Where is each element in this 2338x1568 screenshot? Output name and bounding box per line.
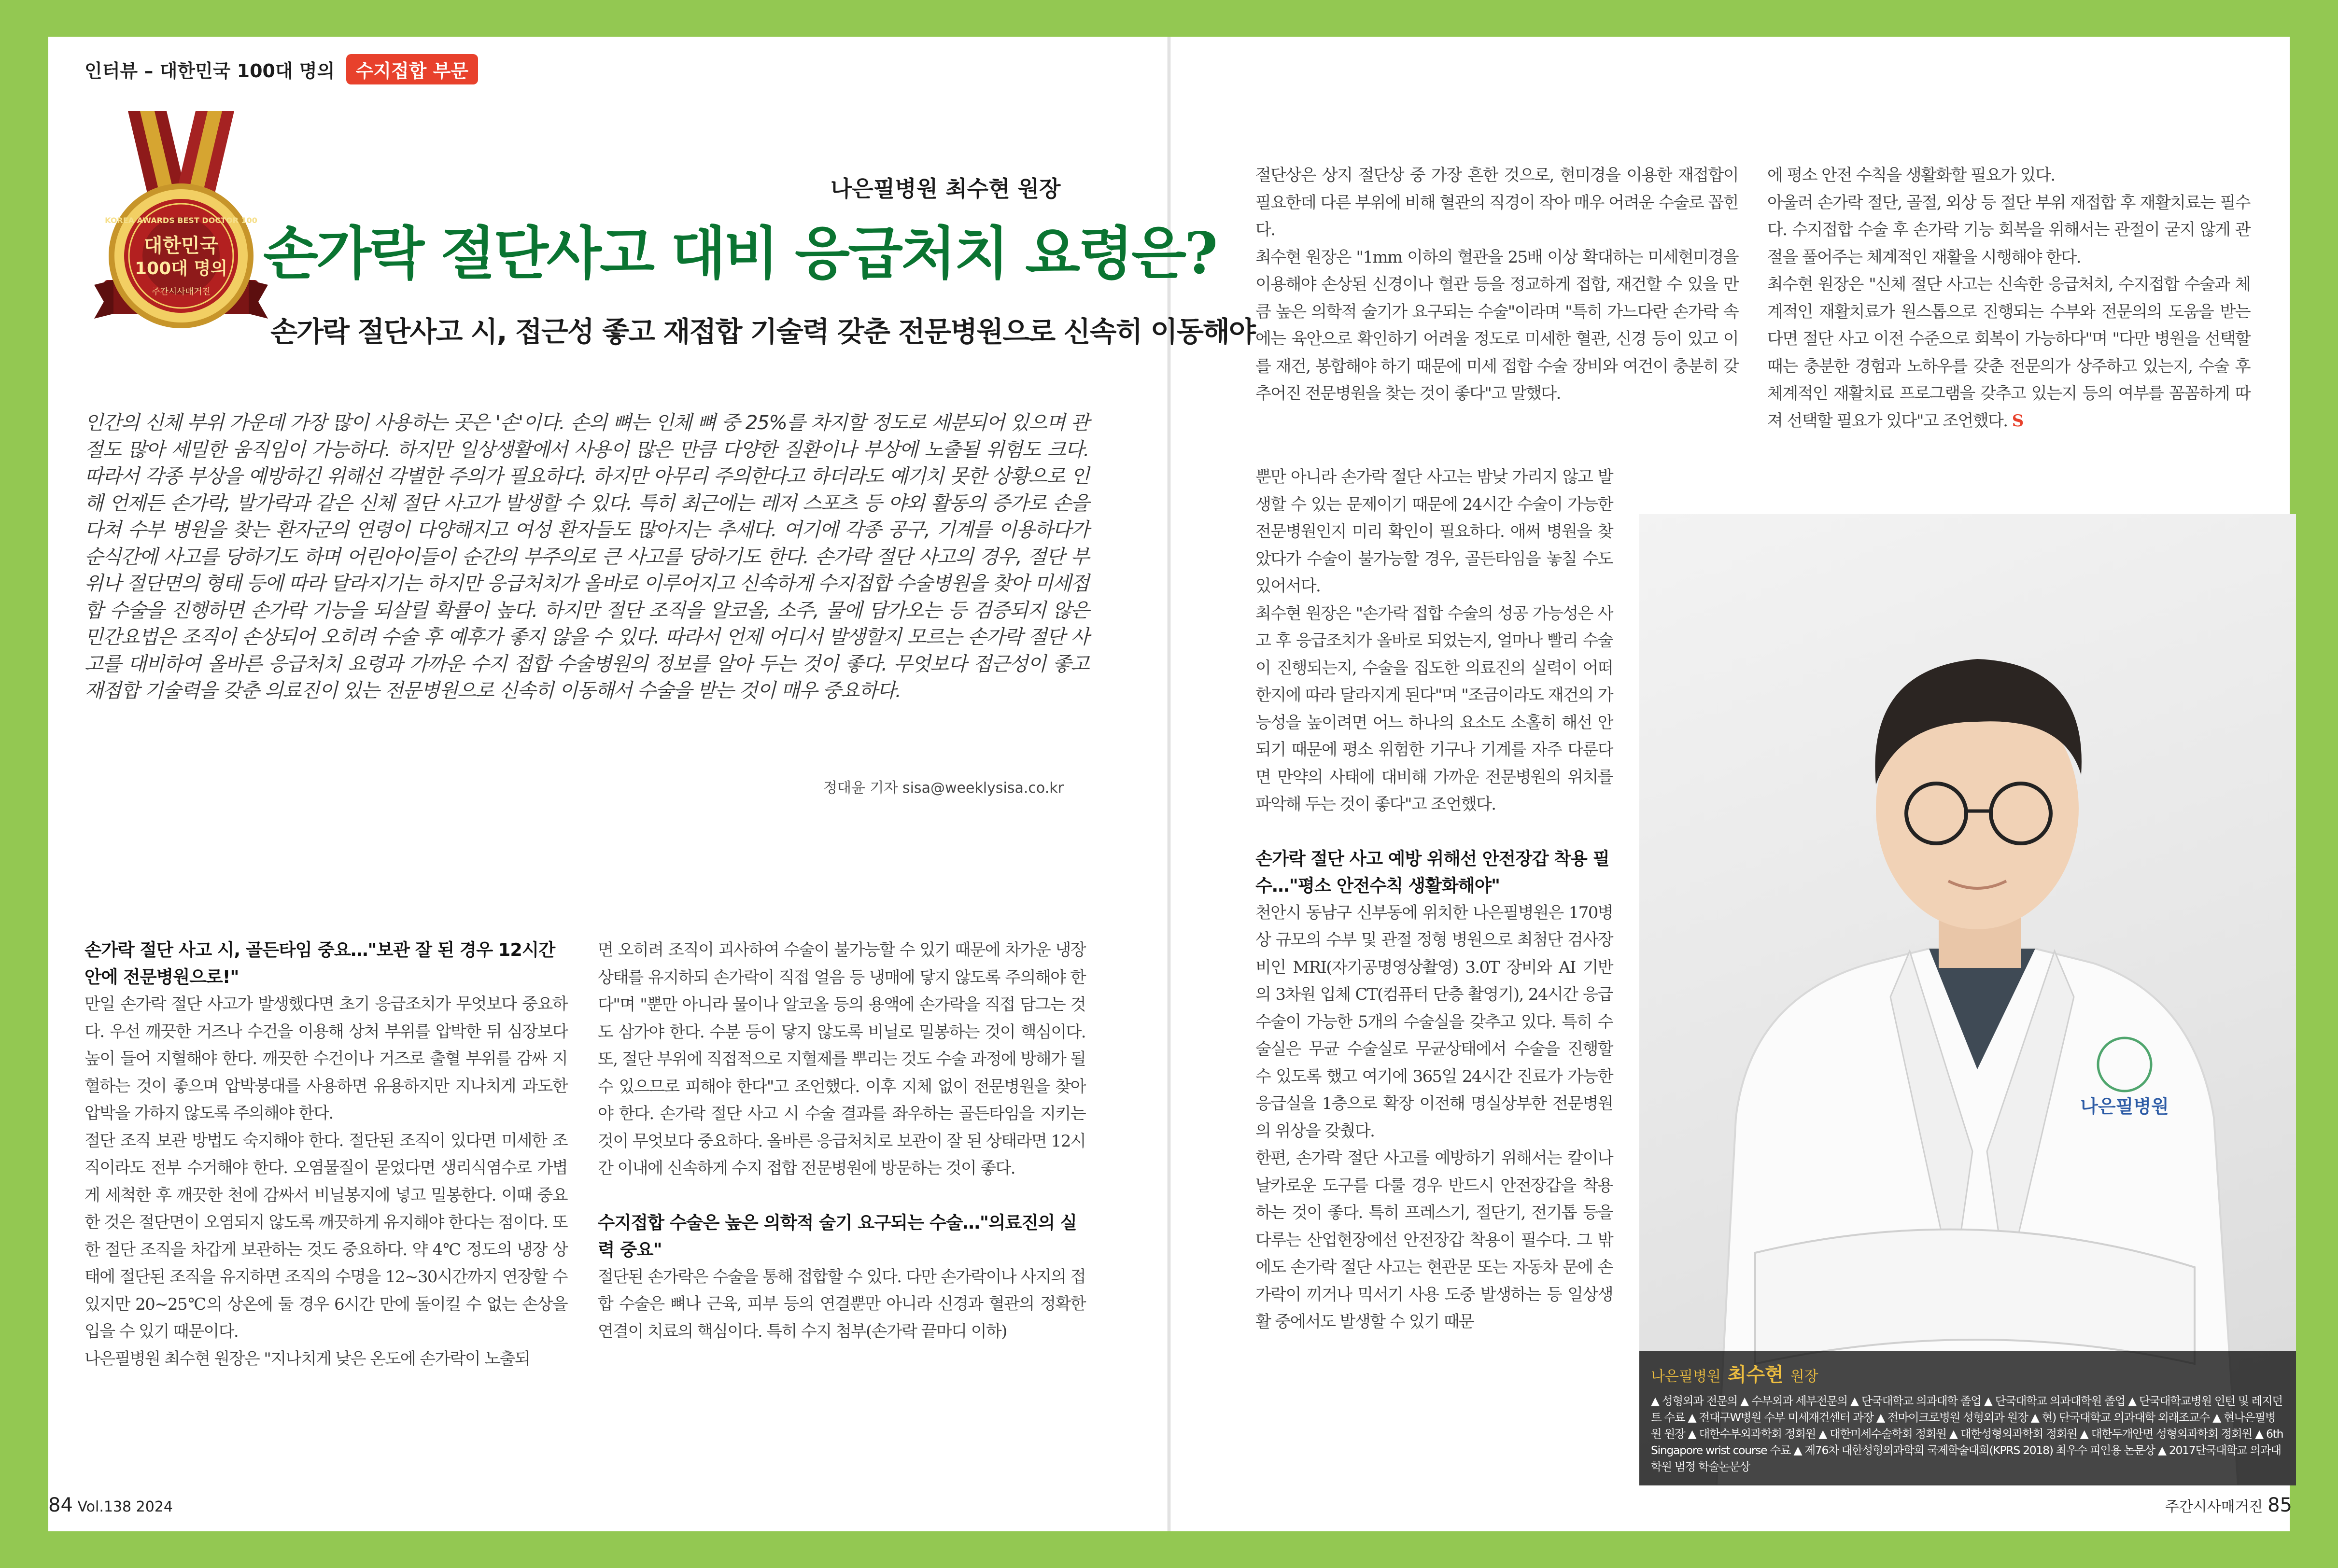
column2-paragraph-1: 면 오히려 조직이 괴사하여 수술이 불가능할 수 있기 때문에 차가운 냉장 상태를 유지하되 손가락이 직접 얼음 등 냉매에 닿지 않도록 주의해야 한다"며 "뿐만 아니라 물이나 알코올 등의 용액에 손가락을 직접 담그는 것도 삼가야 한다. 수분 등이 닿지 않도록 비닐로 밀봉하는 것이 핵심이다. 또, 절단 부위에 직접적으로 지혈제를 뿌리는 것도 수술 과정에 방해가 될 수 있으므로 피해야 한다"고 조언했다. 이후 지체 없이 전문병원을 찾아야 한다. 손가락 절단 사고 시 수술 결과를 좌우하는 골든타임을 지키는 것이 무엇보다 중요하다. 올바른 응급처치로 보관이 잘 된 상태라면 12시간 이내에 신속하게 수지 접합 전문병원에 방문하는 것이 좋다. (598, 940, 1085, 1178)
article-headline: 손가락 절단사고 대비 응급처치 요령은? (263, 220, 1216, 287)
lead-paragraph: 인간의 신체 부위 가운데 가장 많이 사용하는 곳은 '손'이다. 손의 뼈는 인체 뼈 중 25%를 차지할 정도로 세분되어 있으며 관절도 많아 세밀한 움직임이 가능하다. 하지만 일상생활에서 사용이 많은 만큼 다양한 질환이나 부상에 노출될 위험도 크다. 따라서 각종 부상을 예방하긴 위해선 각별한 주의가 필요하다. 하지만 아무리 주의한다고 하더라도 예기치 못한 상황으로 인해 언제든 손가락, 발가락과 같은 신체 절단 사고가 발생할 수 있다. 특히 최근에는 레저 스포츠 등 야외 활동의 증가로 손을 다쳐 수부 병원을 찾는 환자군의 연령이 다양해지고 여성 환자들도 많아지는 추세다. 여기에 각종 공구, 기계를 이용하다가 순식간에 사고를 당하기도 하며 어린아이들이 순간의 부주의로 큰 사고를 당하기도 한다. 손가락 절단 사고의 경우, 절단 부위나 절단면의 형태 등에 따라 달라지기는 하지만 응급처치가 올바로 이루어지고 신속하게 수지접합 수술병원을 찾아 미세접합 수술을 진행하면 손가락 기능을 되살릴 확률이 높다. 하지만 절단 조직을 알코올, 소주, 물에 담가오는 등 검증되지 않은 민간요법은 조직이 손상되어 오히려 수술 후 예후가 좋지 않을 수 있다. 따라서 언제 어디서 발생할지 모르는 손가락 절단 사고를 대비하여 올바른 응급처치 요령과 가까운 수지 접합 수술병원의 정보를 알아 두는 것이 좋다. 무엇보다 접근성이 좋고 재접합 기술력을 갖춘 의료진이 있는 전문병원으로 신속히 이동해서 수술을 받는 것이 매우 중요하다. (85, 411, 1089, 702)
medal-icon (94, 111, 268, 343)
medal-line2: 100대 명의 (134, 259, 228, 279)
column1-subheading: 손가락 절단 사고 시, 골든타임 중요…"보관 잘 된 경우 12시간 안에 전문병원으로!" (85, 939, 555, 987)
medal-ring-text: KOREA AWARDS BEST DOCTOR 100 (105, 216, 257, 225)
profile-name-line (1639, 1351, 2296, 1391)
reporter-credit: 정대윤 기자 sisa@weeklysisa.co.kr (823, 780, 1064, 797)
doctor-portrait (1639, 514, 2296, 1485)
profile-name: 최수현 (1727, 1364, 1784, 1386)
column4-paragraph-3: 최수현 원장은 "신체 절단 사고는 신속한 응급처치, 수지접합 수술과 체계적인 재활치료가 원스톱으로 진행되는 수부와 전문의의 도움을 받는다면 절단 사고 이전 수준으로 회복이 가능하다"며 "다만 병원을 선택할 때는 충분한 경험과 노하우를 갖춘 전문의가 상주하고 있는지, 수술 후 체계적인 재활치료 프로그램을 갖추고 있는지 등의 여부를 꼼꼼하게 따져 선택할 필요가 있다"고 조언했다. (1767, 275, 2250, 431)
body-column-4 (1767, 162, 2250, 434)
body-column-3-bottom (1255, 463, 1613, 1336)
hospital-byline: 나은필병원 최수현 원장 (831, 176, 1061, 202)
left-folio (48, 1494, 173, 1516)
profile-hospital: 나은필병원 (1651, 1368, 1721, 1385)
profile-career: ▲ 성형외과 전문의 ▲ 수부외과 세부전문의 ▲ 단국대학교 의과대학 졸업 ▲ 단국대학교 의과대학원 졸업 ▲ 단국대학교병원 인턴 및 레지던트 수료 ▲ 전대구W병원 수부 미세재건센터 과장 ▲ 전마이크로병원 성형외과 원장 ▲ 현) 단국대학교 의과대학 외래조교수 ▲ 현나은필병원 원장 ▲ 대한수부외과학회 정회원 ▲ 대한미세수술학회 정회원 ▲ 대한성형외과학회 정회원 ▲ 대한두개안면 성형외과학회 정회원 ▲ 6th Singapore wrist course 수료 ▲ 제76차 대한성형외과학회 국제학술대회(KPRS 2018) 최우수 피인용 논문상 ▲ 2017단국대학교 의과대학원 범정 학술논문상 (1651, 1394, 2283, 1473)
column4-paragraph-1: 에 평소 안전 수칙을 생활화할 필요가 있다. (1767, 166, 2055, 185)
medal-line1: 대한민국 (143, 235, 219, 257)
column3-paragraph-4: 최수현 원장은 "손가락 접합 수술의 성공 가능성은 사고 후 응급조치가 올바로 되었는지, 얼마나 빨리 수술이 진행되는지, 수술을 집도한 의료진의 실력이 어떠한지에 따라 달라지게 된다"며 "조금이라도 재건의 가능성을 높이려면 어느 하나의 요소도 소홀히 해선 안되기 때문에 평소 위험한 기구나 기계를 자주 다룬다면 만약의 사태에 대비해 가까운 전문병원의 위치를 파악해 두는 것이 좋다"고 조언했다. (1255, 603, 1613, 814)
left-page-number: 84 (48, 1494, 73, 1516)
left-issue: Vol.138 2024 (77, 1498, 173, 1515)
column4-paragraph-2: 아울러 손가락 절단, 골절, 외상 등 절단 부위 재접합 후 재활치료는 필수다. 수지접합 수술 후 손가락 기능 회복을 위해서는 관절이 굳지 않게 관절을 풀어주는 체계적인 재활을 시행해야 한다. (1767, 193, 2250, 267)
section-kicker (85, 54, 478, 84)
column3-paragraph-2: 최수현 원장은 "1mm 이하의 혈관을 25배 이상 확대하는 미세현미경을 이용해야 손상된 신경이나 혈관 등을 정교하게 접합, 재건할 수 있을 만큼 높은 의학적 술기가 요구되는 수술"이라며 "특히 가느다란 손가락 속에는 육안으로 확인하기 어려울 정도로 미세한 혈관, 신경 등이 있고 이를 재건, 봉합해야 하기 때문에 미세 접합 수술 장비와 여건이 충분히 갖추어진 전문병원을 찾는 것이 좋다"고 말했다. (1255, 247, 1738, 403)
column3-paragraph-1: 절단상은 상지 절단상 중 가장 흔한 것으로, 현미경을 이용한 재접합이 필요한데 다른 부위에 비해 혈관의 직경이 작아 매우 어려운 수술로 꼽힌다. (1255, 166, 1738, 239)
profile-title: 원장 (1790, 1368, 1818, 1385)
column3-paragraph-5: 천안시 동남구 신부동에 위치한 나은필병원은 170병상 규모의 수부 및 관절 정형 병원으로 최첨단 검사장비인 MRI(자기공명영상촬영) 3.0T 장비와 AI 기반의 3차원 입체 CT(컴퓨터 단층 촬영기), 24시간 응급수술이 가능한 5개의 수술실을 갖추고 있다. 특히 수술실은 무균 수술실로 무균상태에서 수술을 진행할 수 있도록 했고 여기에 365일 24시간 진료가 가능한 응급실을 1층으로 확장 이전해 명실상부한 전문병원의 위상을 갖췄다. (1255, 903, 1613, 1141)
column3-subheading: 손가락 절단 사고 예방 위해선 안전장갑 착용 필수…"평소 안전수칙 생활화해야" (1255, 848, 1609, 896)
best-doctor-medal (94, 111, 268, 343)
end-mark: S (2012, 411, 2023, 431)
column1-paragraph-3: 나은필병원 최수현 원장은 "지나치게 낮은 온도에 손가락이 노출되 (85, 1349, 530, 1369)
column1-paragraph-2: 절단 조직 보관 방법도 숙지해야 한다. 절단된 조직이 있다면 미세한 조직이라도 전부 수거해야 한다. 오염물질이 묻었다면 생리식염수로 가볍게 세척한 후 깨끗한 천에 감싸서 비닐봉지에 넣고 밀봉한다. 이때 중요한 것은 절단면이 오염되지 않도록 깨끗하게 유지해야 한다는 점이다. 또한 절단 조직을 차갑게 보관하는 것도 중요하다. 약 4℃ 정도의 냉장 상태에 절단된 조직을 유지하면 조직의 수명을 12~30시간까지 연장할 수 있지만 20~25℃의 상온에 둘 경우 6시간 만에 돌이킬 수 없는 손상을 입을 수 있기 때문이다. (85, 1131, 567, 1341)
coat-hospital-text: 나은필병원 (2080, 1096, 2169, 1117)
column1-paragraph-1: 만일 손가락 절단 사고가 발생했다면 초기 응급조치가 무엇보다 중요하다. 우선 깨끗한 거즈나 수건을 이용해 상처 부위를 압박한 뒤 심장보다 높이 들어 지혈해야 한다. 깨끗한 수건이나 거즈로 출혈 부위를 감싸 지혈하는 것이 좋으며 압박붕대를 사용하면 유용하지만 지나치게 과도한 압박을 가하지 않도록 주의해야 한다. (85, 994, 567, 1123)
right-magazine: 주간시사매거진 (2165, 1498, 2263, 1515)
body-column-3-top (1255, 162, 1738, 407)
doctor-figure-icon (1639, 514, 2296, 1485)
right-page-number: 85 (2268, 1494, 2292, 1516)
medal-bottom-text: 주간시사매거진 (152, 287, 211, 297)
column2-paragraph-2: 절단된 손가락은 수술을 통해 접합할 수 있다. 다만 손가락이나 사지의 접합 수술은 뼈나 근육, 피부 등의 연결뿐만 아니라 신경과 혈관의 정확한 연결이 치료의 핵심이다. 특히 수지 첨부(손가락 끝마디 이하) (598, 1267, 1085, 1341)
column3-paragraph-6: 한편, 손가락 절단 사고를 예방하기 위해서는 칼이나 날카로운 도구를 다룰 경우 반드시 안전장갑을 착용하는 것이 좋다. 특히 프레스기, 절단기, 전기톱 등을 다루는 산업현장에선 안전장갑 착용이 필수다. 그 밖에도 손가락 절단 사고는 현관문 또는 자동차 문에 손가락이 끼거나 믹서기 사용 도중 발생하는 등 일상생활 중에서도 발생할 수 있기 때문 (1255, 1148, 1613, 1331)
profile-caption (1639, 1351, 2296, 1485)
category-tag: 수지접합 부문 (346, 54, 478, 84)
column2-subheading: 수지접합 수술은 높은 의학적 술기 요구되는 수술…"의료진의 실력 중요" (598, 1212, 1077, 1260)
right-folio (2165, 1494, 2292, 1516)
article-subhead: 손가락 절단사고 시, 접근성 좋고 재접합 기술력 갖춘 전문병원으로 신속히 이동해야 (270, 315, 1255, 348)
body-column-2 (598, 937, 1085, 1345)
kicker-text: 인터뷰 – 대한민국 100대 명의 (85, 60, 335, 82)
body-column-1 (85, 937, 567, 1372)
column3-paragraph-3: 뿐만 아니라 손가락 절단 사고는 밤낮 가리지 않고 발생할 수 있는 문제이기 때문에 24시간 수술이 가능한 전문병원인지 미리 확인이 필요하다. 애써 병원을 찾았다가 수술이 불가능할 경우, 골든타임을 놓칠 수도 있어서다. (1255, 467, 1613, 596)
